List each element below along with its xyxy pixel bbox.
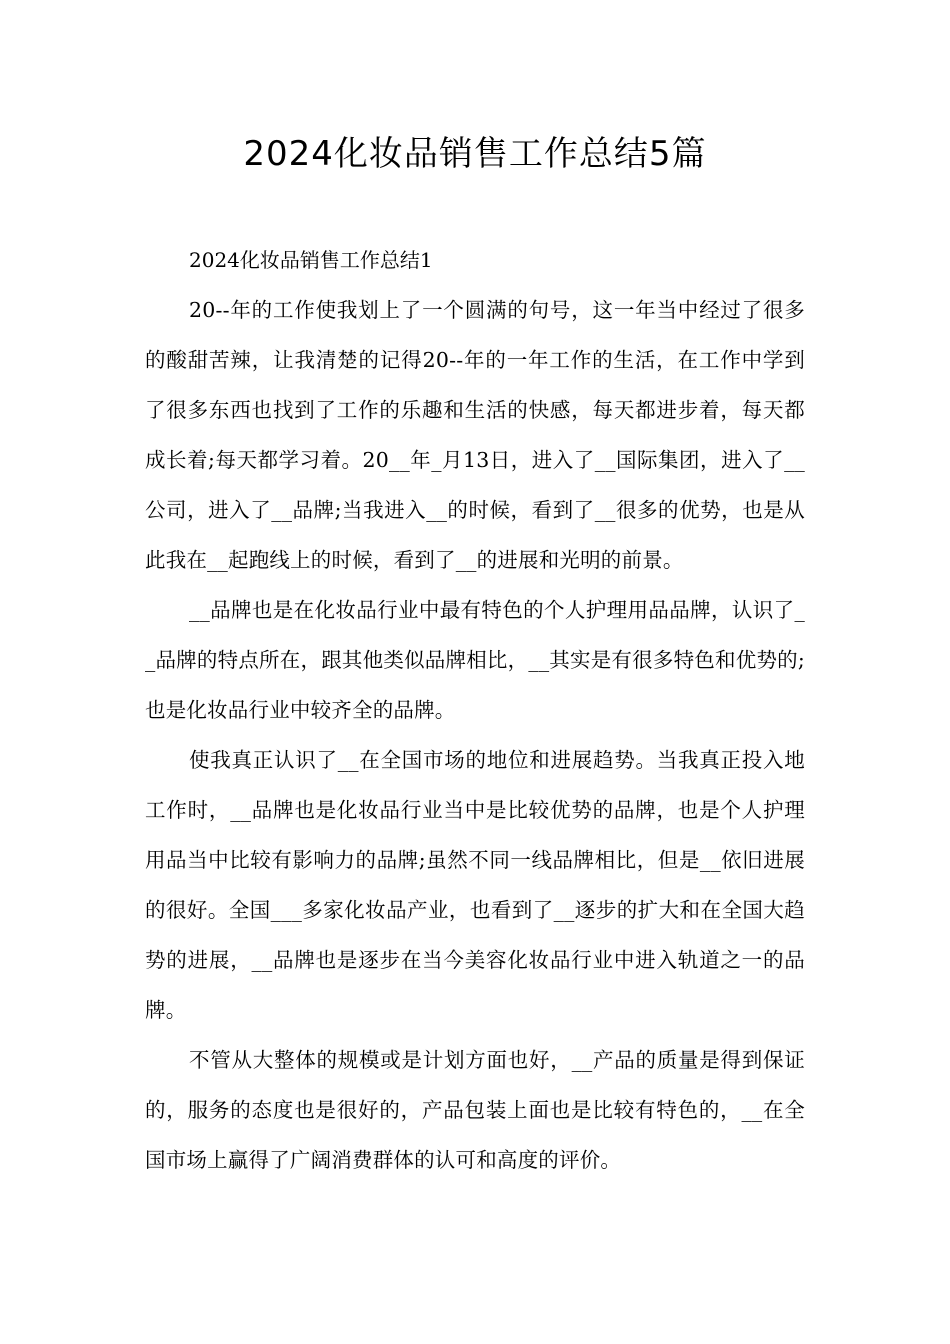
paragraph-1: 20--年的工作使我划上了一个圆满的句号，这一年当中经过了很多的酸甜苦辣，让我清楚的记得20--年的一年工作的生活，在工作中学到了很多东西也找到了工作的乐趣和生活的快感，每天都进步着，每天都成长着;每天都学习着。20__年_月13日，进入了__国际集团，进入了__公司，进入了__品牌;当我进入__的时候，看到了__很多的优势，也是从此我在__起跑线上的时候，看到了__的进展和光明的前景。 (145, 298, 805, 572)
paragraph-2: __品牌也是在化妆品行业中最有特色的个人护理用品品牌，认识了__品牌的特点所在，跟其他类似品牌相比，__其实是有很多特色和优势的;也是化妆品行业中较齐全的品牌。 (145, 598, 805, 722)
paragraph-4: 不管从大整体的规模或是计划方面也好，__产品的质量是得到保证的，服务的态度也是很好的，产品包装上面也是比较有特色的，__在全国市场上赢得了广阔消费群体的认可和高度的评价。 (145, 1048, 805, 1172)
document-title: 2024化妆品销售工作总结5篇 (243, 134, 707, 174)
section-heading: 2024化妆品销售工作总结1 (189, 248, 433, 272)
paragraph-3: 使我真正认识了__在全国市场的地位和进展趋势。当我真正投入地工作时，__品牌也是化妆品行业当中是比较优势的品牌，也是个人护理用品当中比较有影响力的品牌;虽然不同一线品牌相比，但是__依旧进展的很好。全国___多家化妆品产业，也看到了__逐步的扩大和在全国大趋势的进展，__品牌也是逐步在当今美容化妆品行业中进入轨道之一的品牌。 (145, 748, 805, 1022)
